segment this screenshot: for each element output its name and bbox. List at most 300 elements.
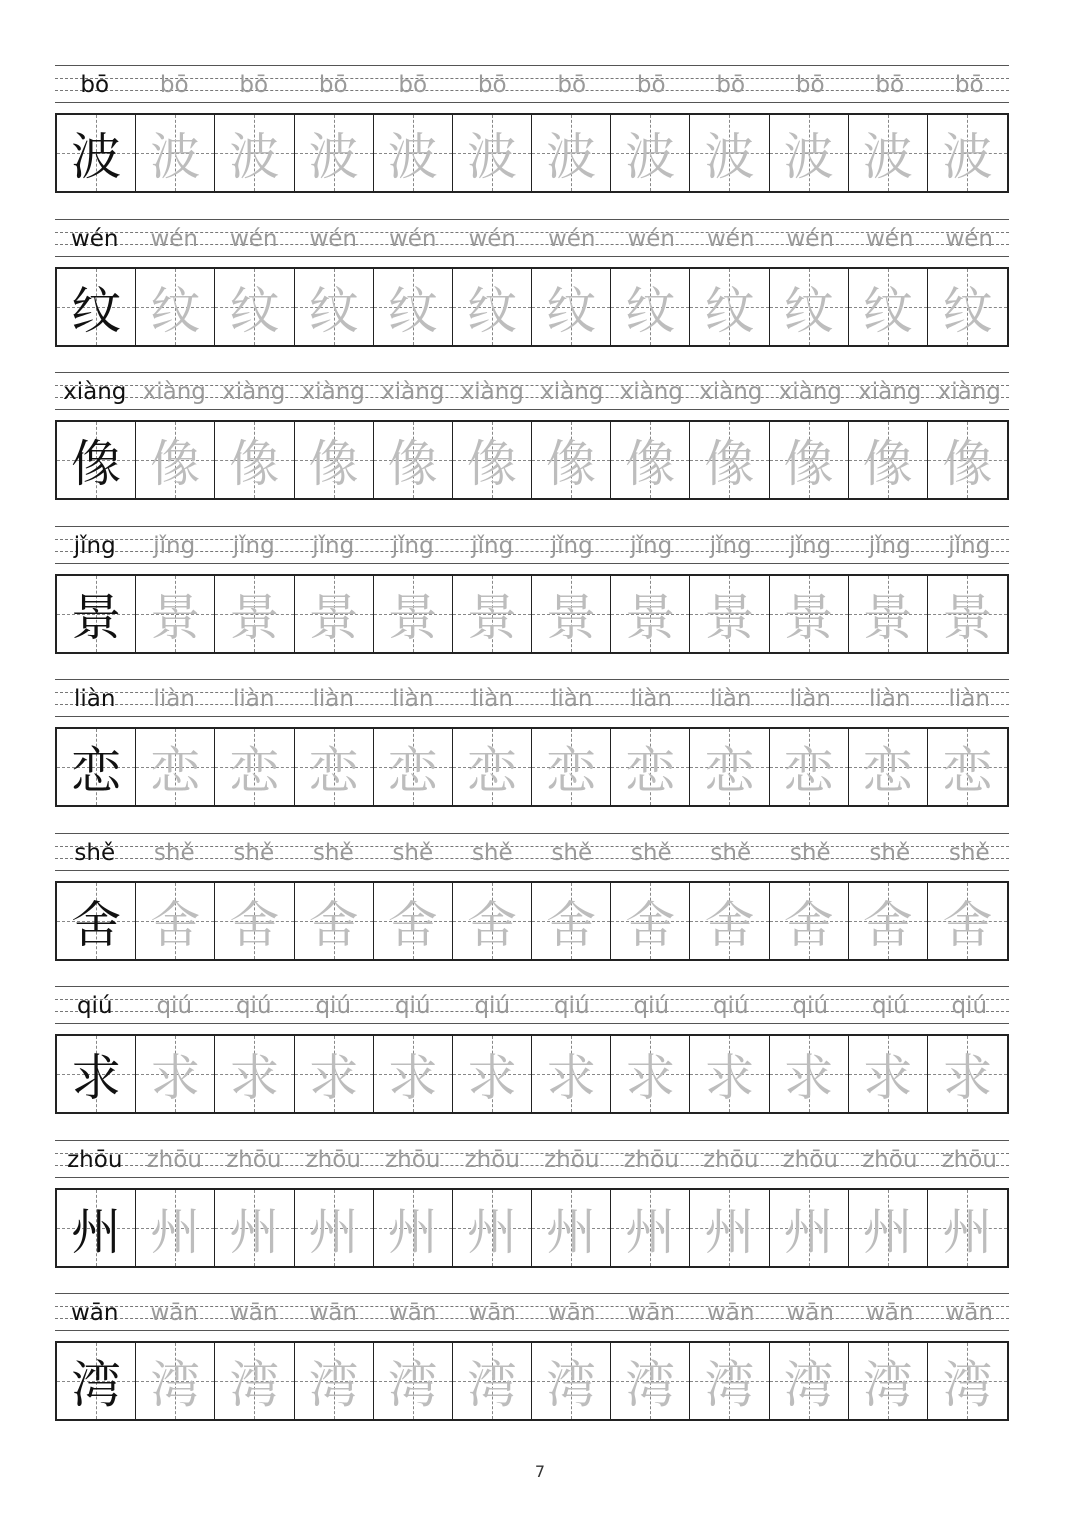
- practice-cell: [453, 115, 532, 191]
- trace-character: 纹: [229, 281, 280, 340]
- pinyin-trace: xiàng: [540, 379, 604, 405]
- trace-character: 湾: [229, 1356, 280, 1414]
- pinyin-trace: zhōu: [385, 1146, 441, 1173]
- practice-cell: [136, 269, 215, 345]
- pinyin-trace: bō: [477, 72, 507, 98]
- pinyin-trace: jǐng: [232, 532, 275, 559]
- practice-cell: [215, 1190, 294, 1266]
- tianzige-grid-row: [55, 113, 1009, 193]
- trace-character: 景: [150, 588, 201, 647]
- trace-character: 像: [387, 435, 438, 493]
- trace-character: 舍: [783, 895, 834, 954]
- pinyin-trace: qiú: [156, 993, 193, 1019]
- practice-cell: [453, 422, 532, 498]
- model-character: 湾: [71, 1356, 122, 1414]
- model-character: 恋: [71, 742, 122, 800]
- model-character: 舍: [71, 895, 122, 954]
- trace-character: 波: [942, 128, 993, 186]
- trace-character: 恋: [942, 742, 993, 800]
- practice-cell: [770, 269, 849, 345]
- pinyin-trace: zhōu: [146, 1146, 202, 1173]
- pinyin-trace: wān: [150, 1300, 198, 1326]
- pinyin-band: [55, 219, 1009, 258]
- trace-character: 像: [862, 435, 913, 493]
- trace-character: 湾: [783, 1356, 834, 1414]
- tianzige-grid-row: [55, 727, 1009, 807]
- trace-character: 求: [546, 1049, 597, 1107]
- trace-character: 纹: [308, 281, 359, 340]
- pinyin-trace: shě: [233, 839, 275, 866]
- practice-cell: [532, 422, 611, 498]
- trace-character: 舍: [387, 895, 438, 954]
- pinyin-trace: shě: [869, 839, 911, 866]
- practice-cell: [690, 269, 769, 345]
- trace-character: 像: [625, 435, 676, 493]
- practice-cell: [453, 729, 532, 805]
- practice-cell: [374, 422, 453, 498]
- trace-character: 求: [308, 1049, 359, 1107]
- pinyin-trace: zhōu: [703, 1146, 759, 1173]
- practice-cell: [928, 1343, 1007, 1419]
- practice-cell: [611, 115, 690, 191]
- practice-cell: [849, 1036, 928, 1112]
- practice-row: [55, 219, 1009, 347]
- pinyin-trace: jǐng: [550, 532, 593, 559]
- pinyin-trace: jǐng: [153, 532, 196, 559]
- practice-cell: [453, 883, 532, 959]
- pinyin-trace: xiàng: [460, 379, 524, 405]
- pinyin-trace: qiú: [871, 993, 908, 1019]
- trace-character: 像: [466, 435, 517, 493]
- pinyin-trace: xiàng: [778, 379, 842, 405]
- practice-cell: [611, 576, 690, 652]
- pinyin-trace: wān: [866, 1300, 914, 1326]
- practice-cell: [532, 269, 611, 345]
- trace-character: 像: [150, 435, 201, 493]
- trace-character: 州: [704, 1202, 755, 1261]
- pinyin-trace: bō: [239, 72, 269, 98]
- tianzige-grid-row: [55, 1188, 1009, 1268]
- pinyin-trace: wān: [548, 1300, 596, 1326]
- trace-character: 波: [862, 128, 913, 186]
- practice-cell: [770, 576, 849, 652]
- trace-character: 求: [942, 1049, 993, 1107]
- tianzige-grid-row: [55, 420, 1009, 500]
- practice-cell: [453, 1036, 532, 1112]
- pinyin-trace: shě: [312, 839, 354, 866]
- trace-character: 景: [546, 588, 597, 647]
- practice-cell: [849, 729, 928, 805]
- trace-character: 求: [466, 1049, 517, 1107]
- pinyin-trace: wān: [309, 1300, 357, 1326]
- model-character: 像: [71, 435, 122, 493]
- pinyin-trace: qiú: [235, 993, 272, 1019]
- practice-row: [55, 833, 1009, 961]
- model-cell: [57, 729, 136, 805]
- practice-cell: [532, 115, 611, 191]
- practice-cell: [374, 729, 453, 805]
- trace-character: 州: [546, 1202, 597, 1261]
- model-cell: [57, 115, 136, 191]
- pinyin-trace: wén: [309, 225, 358, 252]
- pinyin-model: shě: [74, 839, 116, 866]
- practice-cell: [690, 1343, 769, 1419]
- trace-character: 景: [625, 588, 676, 647]
- pinyin-model: bō: [80, 72, 110, 98]
- pinyin-trace: zhōu: [544, 1146, 600, 1173]
- practice-cell: [295, 269, 374, 345]
- practice-cell: [136, 422, 215, 498]
- model-cell: [57, 1036, 136, 1112]
- pinyin-trace: qiú: [394, 993, 431, 1019]
- practice-cell: [928, 115, 1007, 191]
- practice-cell: [532, 1190, 611, 1266]
- pinyin-trace: liàn: [789, 686, 831, 712]
- practice-cell: [770, 1036, 849, 1112]
- practice-cell: [215, 576, 294, 652]
- trace-character: 州: [466, 1202, 517, 1261]
- pinyin-trace: jǐng: [471, 532, 514, 559]
- trace-character: 州: [783, 1202, 834, 1261]
- page-number: 7: [534, 1462, 546, 1481]
- pinyin-trace: wén: [547, 225, 596, 252]
- model-character: 景: [71, 588, 122, 647]
- model-cell: [57, 576, 136, 652]
- practice-cell: [374, 576, 453, 652]
- pinyin-trace: liàn: [153, 686, 195, 712]
- trace-character: 波: [625, 128, 676, 186]
- practice-cell: [690, 883, 769, 959]
- trace-character: 州: [387, 1202, 438, 1261]
- trace-character: 舍: [862, 895, 913, 954]
- trace-character: 像: [546, 435, 597, 493]
- trace-character: 求: [150, 1049, 201, 1107]
- practice-cell: [849, 1190, 928, 1266]
- pinyin-trace: xiàng: [858, 379, 922, 405]
- trace-character: 湾: [942, 1356, 993, 1414]
- trace-character: 舍: [308, 895, 359, 954]
- pinyin-band: [55, 526, 1009, 565]
- trace-character: 波: [466, 128, 517, 186]
- trace-character: 湾: [704, 1356, 755, 1414]
- pinyin-trace: bō: [716, 72, 746, 98]
- practice-cell: [374, 115, 453, 191]
- pinyin-trace: bō: [954, 72, 984, 98]
- trace-character: 湾: [625, 1356, 676, 1414]
- pinyin-trace: jǐng: [948, 532, 991, 559]
- practice-row: [55, 65, 1009, 193]
- trace-character: 湾: [150, 1356, 201, 1414]
- trace-character: 景: [704, 588, 755, 647]
- trace-character: 舍: [466, 895, 517, 954]
- trace-character: 湾: [546, 1356, 597, 1414]
- pinyin-trace: liàn: [233, 686, 275, 712]
- practice-cell: [215, 115, 294, 191]
- practice-cell: [374, 883, 453, 959]
- trace-character: 像: [704, 435, 755, 493]
- pinyin-band: [55, 679, 1009, 718]
- model-cell: [57, 422, 136, 498]
- practice-cell: [849, 115, 928, 191]
- practice-cell: [215, 729, 294, 805]
- pinyin-trace: wén: [786, 225, 835, 252]
- practice-cell: [295, 422, 374, 498]
- tianzige-grid-row: [55, 1341, 1009, 1421]
- trace-character: 景: [942, 588, 993, 647]
- practice-row: [55, 986, 1009, 1114]
- trace-character: 波: [229, 128, 280, 186]
- practice-cell: [928, 576, 1007, 652]
- pinyin-model: jǐng: [73, 532, 116, 559]
- practice-cell: [532, 1036, 611, 1112]
- pinyin-model: zhōu: [67, 1146, 123, 1173]
- pinyin-trace: shě: [789, 839, 831, 866]
- pinyin-trace: qiú: [553, 993, 590, 1019]
- trace-character: 舍: [942, 895, 993, 954]
- pinyin-trace: xiàng: [699, 379, 763, 405]
- pinyin-trace: zhōu: [782, 1146, 838, 1173]
- pinyin-trace: shě: [153, 839, 195, 866]
- pinyin-trace: wān: [627, 1300, 675, 1326]
- practice-cell: [532, 883, 611, 959]
- practice-row: [55, 1140, 1009, 1268]
- practice-cell: [928, 269, 1007, 345]
- trace-character: 景: [862, 588, 913, 647]
- practice-cell: [215, 883, 294, 959]
- trace-character: 景: [387, 588, 438, 647]
- model-character: 波: [71, 128, 122, 186]
- trace-character: 波: [308, 128, 359, 186]
- pinyin-trace: zhōu: [226, 1146, 282, 1173]
- pinyin-model: qiú: [76, 993, 113, 1019]
- pinyin-trace: qiú: [712, 993, 749, 1019]
- trace-character: 波: [704, 128, 755, 186]
- pinyin-row: [55, 373, 1009, 411]
- trace-character: 求: [625, 1049, 676, 1107]
- model-character: 求: [71, 1049, 122, 1107]
- practice-cell: [215, 1343, 294, 1419]
- trace-character: 求: [704, 1049, 755, 1107]
- trace-character: 纹: [387, 281, 438, 340]
- trace-character: 舍: [704, 895, 755, 954]
- pinyin-model: xiàng: [63, 379, 127, 405]
- practice-cell: [770, 1190, 849, 1266]
- pinyin-trace: jǐng: [709, 532, 752, 559]
- practice-cell: [136, 576, 215, 652]
- practice-row: [55, 679, 1009, 807]
- pinyin-trace: shě: [948, 839, 990, 866]
- pinyin-trace: jǐng: [630, 532, 673, 559]
- practice-cell: [611, 1036, 690, 1112]
- practice-cell: [295, 1343, 374, 1419]
- trace-character: 纹: [942, 281, 993, 340]
- pinyin-band: [55, 1140, 1009, 1179]
- pinyin-row: [55, 220, 1009, 258]
- pinyin-trace: xiàng: [142, 379, 206, 405]
- trace-character: 舍: [546, 895, 597, 954]
- practice-cell: [295, 576, 374, 652]
- pinyin-trace: bō: [795, 72, 825, 98]
- pinyin-trace: jǐng: [312, 532, 355, 559]
- pinyin-row: [55, 1294, 1009, 1332]
- practice-cell: [295, 115, 374, 191]
- pinyin-trace: liàn: [551, 686, 593, 712]
- trace-character: 波: [150, 128, 201, 186]
- pinyin-trace: shě: [710, 839, 752, 866]
- trace-character: 湾: [862, 1356, 913, 1414]
- pinyin-row: [55, 987, 1009, 1025]
- pinyin-trace: bō: [875, 72, 905, 98]
- pinyin-trace: xiàng: [937, 379, 1001, 405]
- practice-cell: [136, 1036, 215, 1112]
- practice-cell: [453, 1190, 532, 1266]
- pinyin-band: [55, 372, 1009, 411]
- pinyin-trace: zhōu: [305, 1146, 361, 1173]
- practice-cell: [611, 1343, 690, 1419]
- tianzige-grid-row: [55, 881, 1009, 961]
- pinyin-band: [55, 65, 1009, 104]
- practice-cell: [295, 1190, 374, 1266]
- practice-cell: [295, 1036, 374, 1112]
- practice-cell: [611, 422, 690, 498]
- pinyin-trace: qiú: [474, 993, 511, 1019]
- pinyin-trace: wén: [706, 225, 755, 252]
- pinyin-trace: wān: [389, 1300, 437, 1326]
- trace-character: 舍: [229, 895, 280, 954]
- practice-cell: [928, 883, 1007, 959]
- pinyin-trace: wān: [707, 1300, 755, 1326]
- trace-character: 纹: [466, 281, 517, 340]
- pinyin-model: wén: [70, 225, 119, 252]
- model-cell: [57, 1343, 136, 1419]
- practice-cell: [215, 422, 294, 498]
- practice-cell: [690, 1190, 769, 1266]
- trace-character: 求: [862, 1049, 913, 1107]
- model-cell: [57, 1190, 136, 1266]
- trace-character: 波: [783, 128, 834, 186]
- pinyin-trace: shě: [551, 839, 593, 866]
- pinyin-trace: liàn: [312, 686, 354, 712]
- pinyin-trace: wān: [786, 1300, 834, 1326]
- trace-character: 求: [387, 1049, 438, 1107]
- pinyin-trace: zhōu: [464, 1146, 520, 1173]
- trace-character: 州: [229, 1202, 280, 1261]
- pinyin-trace: jǐng: [391, 532, 434, 559]
- practice-cell: [532, 1343, 611, 1419]
- practice-cell: [849, 1343, 928, 1419]
- pinyin-row: [55, 1141, 1009, 1179]
- pinyin-trace: liàn: [630, 686, 672, 712]
- tianzige-grid-row: [55, 574, 1009, 654]
- practice-row: [55, 372, 1009, 500]
- pinyin-trace: xiàng: [381, 379, 445, 405]
- pinyin-model: wān: [71, 1300, 119, 1326]
- pinyin-band: [55, 833, 1009, 872]
- pinyin-trace: xiàng: [222, 379, 286, 405]
- pinyin-trace: bō: [398, 72, 428, 98]
- trace-character: 景: [466, 588, 517, 647]
- practice-cell: [136, 115, 215, 191]
- pinyin-trace: wén: [865, 225, 914, 252]
- practice-cell: [849, 576, 928, 652]
- practice-cell: [690, 576, 769, 652]
- trace-character: 像: [783, 435, 834, 493]
- pinyin-trace: shě: [630, 839, 672, 866]
- trace-character: 恋: [862, 742, 913, 800]
- pinyin-trace: liàn: [471, 686, 513, 712]
- model-character: 州: [71, 1202, 122, 1261]
- trace-character: 像: [229, 435, 280, 493]
- trace-character: 像: [308, 435, 359, 493]
- trace-character: 求: [229, 1049, 280, 1107]
- trace-character: 纹: [862, 281, 913, 340]
- trace-character: 恋: [704, 742, 755, 800]
- practice-cell: [136, 883, 215, 959]
- practice-cell: [690, 422, 769, 498]
- practice-cell: [532, 576, 611, 652]
- pinyin-trace: xiàng: [619, 379, 683, 405]
- pinyin-trace: qiú: [792, 993, 829, 1019]
- practice-cell: [849, 269, 928, 345]
- practice-cell: [611, 729, 690, 805]
- trace-character: 波: [546, 128, 597, 186]
- trace-character: 湾: [308, 1356, 359, 1414]
- trace-character: 景: [308, 588, 359, 647]
- model-cell: [57, 269, 136, 345]
- trace-character: 景: [783, 588, 834, 647]
- trace-character: 恋: [466, 742, 517, 800]
- practice-cell: [770, 883, 849, 959]
- pinyin-trace: qiú: [633, 993, 670, 1019]
- practice-cell: [849, 422, 928, 498]
- model-character: 纹: [71, 281, 122, 340]
- practice-cell: [770, 115, 849, 191]
- trace-character: 恋: [783, 742, 834, 800]
- pinyin-trace: bō: [318, 72, 348, 98]
- pinyin-trace: zhōu: [623, 1146, 679, 1173]
- practice-cell: [215, 269, 294, 345]
- trace-character: 州: [150, 1202, 201, 1261]
- practice-cell: [928, 1036, 1007, 1112]
- pinyin-trace: wén: [627, 225, 676, 252]
- pinyin-trace: bō: [159, 72, 189, 98]
- practice-cell: [374, 269, 453, 345]
- trace-character: 恋: [229, 742, 280, 800]
- pinyin-trace: bō: [557, 72, 587, 98]
- pinyin-trace: qiú: [951, 993, 988, 1019]
- pinyin-trace: liàn: [948, 686, 990, 712]
- trace-character: 舍: [625, 895, 676, 954]
- pinyin-trace: wén: [945, 225, 994, 252]
- trace-character: 景: [229, 588, 280, 647]
- practice-cell: [295, 729, 374, 805]
- pinyin-trace: wén: [150, 225, 199, 252]
- trace-character: 像: [942, 435, 993, 493]
- practice-cell: [770, 729, 849, 805]
- trace-character: 州: [308, 1202, 359, 1261]
- trace-character: 湾: [387, 1356, 438, 1414]
- trace-character: 波: [387, 128, 438, 186]
- trace-character: 恋: [308, 742, 359, 800]
- practice-cell: [215, 1036, 294, 1112]
- trace-character: 纹: [625, 281, 676, 340]
- practice-cell: [136, 1190, 215, 1266]
- pinyin-trace: xiàng: [301, 379, 365, 405]
- practice-cell: [928, 729, 1007, 805]
- model-cell: [57, 883, 136, 959]
- pinyin-row: [55, 834, 1009, 872]
- practice-cell: [611, 883, 690, 959]
